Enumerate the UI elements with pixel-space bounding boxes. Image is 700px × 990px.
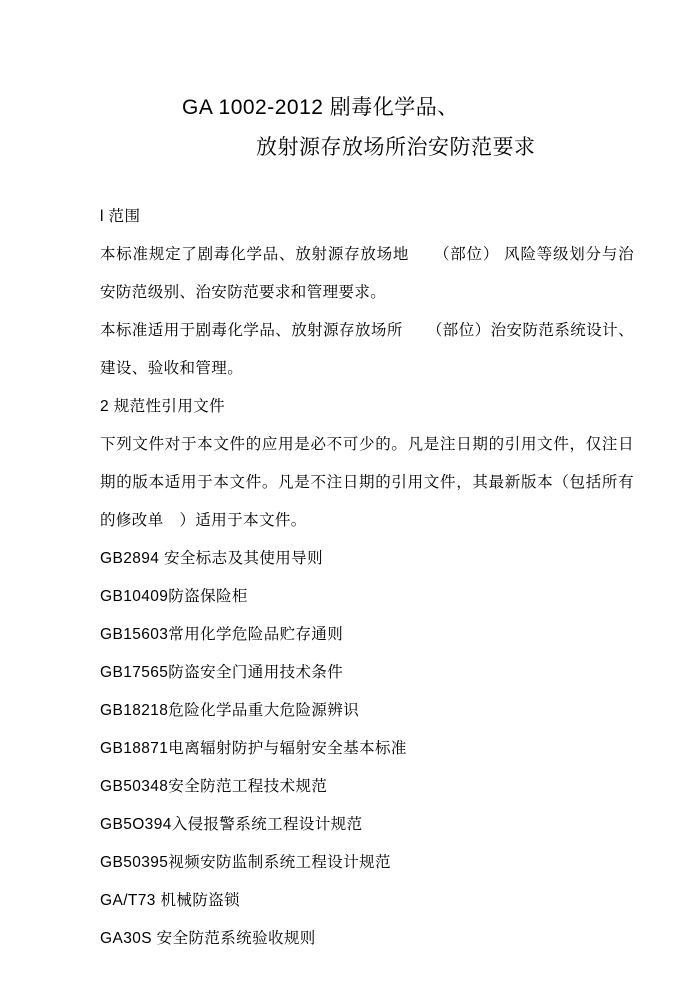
reference-item: GB18871电离辐射防护与辐射安全基本标准 xyxy=(100,740,407,757)
page-title xyxy=(100,88,634,168)
reference-item: GB5O394入侵报警系统工程设计规范 xyxy=(100,816,363,833)
reference-item: GA/T73 机械防盗锁 xyxy=(100,892,241,909)
section-scope xyxy=(100,198,634,388)
section-normative-references xyxy=(100,388,634,958)
paragraph-references-intro: 下列文件对于本文件的应用是必不可少的。凡是注日期的引用文件，仅注日期的版本适用于本文件。凡是不注日期的引用文件，其最新版本（包括所有的修改单 ）适用于本文件。 xyxy=(100,436,634,529)
section-heading-references: 2 规范性引用文件 xyxy=(100,398,226,415)
paragraph-scope-2: 本标准适用于剧毒化学品、放射源存放场所 （部位）治安防范系统设计、建设、验收和管理。 xyxy=(100,322,634,377)
paragraph-scope-1: 本标准规定了剧毒化学品、放射源存放场地 （部位） 风险等级划分与治安防范级别、治安防范要求和管理要求。 xyxy=(100,246,634,301)
reference-item: GB15603常用化学危险品贮存通则 xyxy=(100,626,344,643)
reference-item: GA30S 安全防范系统验收规则 xyxy=(100,930,316,947)
section-heading-scope: l 范围 xyxy=(100,208,141,225)
reference-item: GB18218危险化学品重大危险源辨识 xyxy=(100,702,360,719)
title-line-2: 放射源存放场所治安防范要求 xyxy=(256,136,536,159)
reference-item: GB50348安全防范工程技术规范 xyxy=(100,778,328,795)
document-body xyxy=(100,198,634,958)
reference-item: GB17565防盗安全门通用技术条件 xyxy=(100,664,344,681)
reference-item: GB50395视频安防监制系统工程设计规范 xyxy=(100,854,391,871)
reference-item: GB10409防盗保险柜 xyxy=(100,588,248,605)
title-line-1: GA 1002-2012 剧毒化学品、 xyxy=(182,96,459,119)
reference-item: GB2894 安全标志及其使用导则 xyxy=(100,550,323,567)
